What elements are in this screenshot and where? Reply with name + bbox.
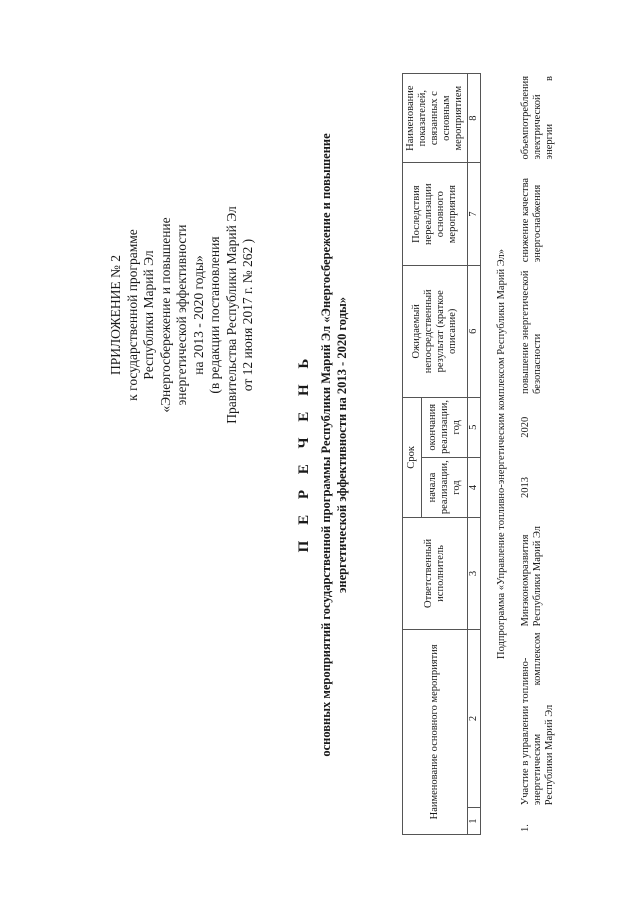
indicator-word: объем [520, 132, 531, 160]
row-end-year: 2020 [520, 416, 531, 438]
subtitle-line: основных мероприятий государственной программы Республики Марий Эл «Энергосбережение и повышение [319, 133, 333, 757]
column-number: 1 [468, 808, 481, 835]
document-subtitle [318, 65, 350, 825]
column-number: 2 [468, 629, 481, 808]
row-start-year: 2013 [520, 477, 531, 499]
event-name-line: Участие в управлении топливно- [520, 657, 531, 806]
appendix-line: (в редакции постановления [207, 236, 222, 394]
row-consequences: снижение качества энергоснабжения [520, 177, 543, 263]
row-result: повышение энергетической безопасности [520, 270, 543, 395]
subtitle-line: энергетической эффективности на 2013 - 2020 годы» [335, 296, 349, 594]
indicator-line: электрической [532, 94, 543, 160]
indicator-word: потребления [520, 75, 531, 133]
appendix-line: от 12 июня 2017 г. № 262 ) [240, 238, 255, 392]
appendix-header [108, 135, 257, 495]
indicator-line-justified [544, 76, 556, 159]
events-table-body [520, 73, 556, 835]
header-consequences: Последствия нереализации основного мероприятия [403, 163, 468, 266]
header-name: Наименование основного мероприятия [403, 629, 468, 834]
event-name-line-justified [532, 632, 544, 805]
subprogram-title: Подпрограмма «Управление топливно-энергетическим комплексом Республики Марий Эл» [496, 249, 507, 659]
event-name-line: Республики Марий Эл [544, 704, 555, 806]
appendix-line: на 2013 - 2020 годы» [190, 255, 206, 375]
column-number: 4 [468, 457, 481, 517]
column-number: 6 [468, 265, 481, 397]
indicator-word: энергии [544, 123, 555, 160]
event-name-word: энергетическим [532, 733, 543, 806]
header-end: окончания реализации, год [422, 397, 468, 457]
indicator-word: в [544, 76, 555, 81]
appendix-line: «Энергосбережение и повышение [157, 217, 173, 413]
row-indicators [520, 73, 556, 162]
appendix-line: ПРИЛОЖЕНИЕ № 2 [108, 254, 123, 376]
row-executor: Минэкономразвития Республики Марий Эл [520, 525, 543, 627]
column-number: 3 [468, 518, 481, 630]
appendix-line: энергетической эффективности [174, 224, 189, 406]
column-number: 7 [468, 163, 481, 266]
column-number: 8 [468, 74, 481, 163]
table-row [520, 73, 556, 835]
indicator-line-justified [520, 76, 532, 159]
appendix-line: к государственной программе [124, 229, 140, 401]
header-executor: Ответственный исполнитель [403, 518, 468, 630]
header-result: Ожидаемый непосредственный результат (краткое описание) [403, 265, 468, 397]
events-table-header [402, 73, 481, 835]
column-number: 5 [468, 397, 481, 457]
header-start: начала реализации, год [422, 457, 468, 517]
event-name-word: комплексом [532, 632, 543, 686]
header-indicators: Наименование показателей, связанных с основным мероприятием [403, 74, 468, 163]
document-title: П Е Р Е Ч Е Н Ь [296, 352, 312, 553]
appendix-line: Правительства Республики Марий Эл [223, 206, 239, 424]
row-number: 1. [520, 824, 531, 832]
appendix-line: Республики Марий Эл [141, 250, 156, 380]
row-event-name [520, 629, 556, 808]
header-term: Срок [403, 397, 422, 518]
